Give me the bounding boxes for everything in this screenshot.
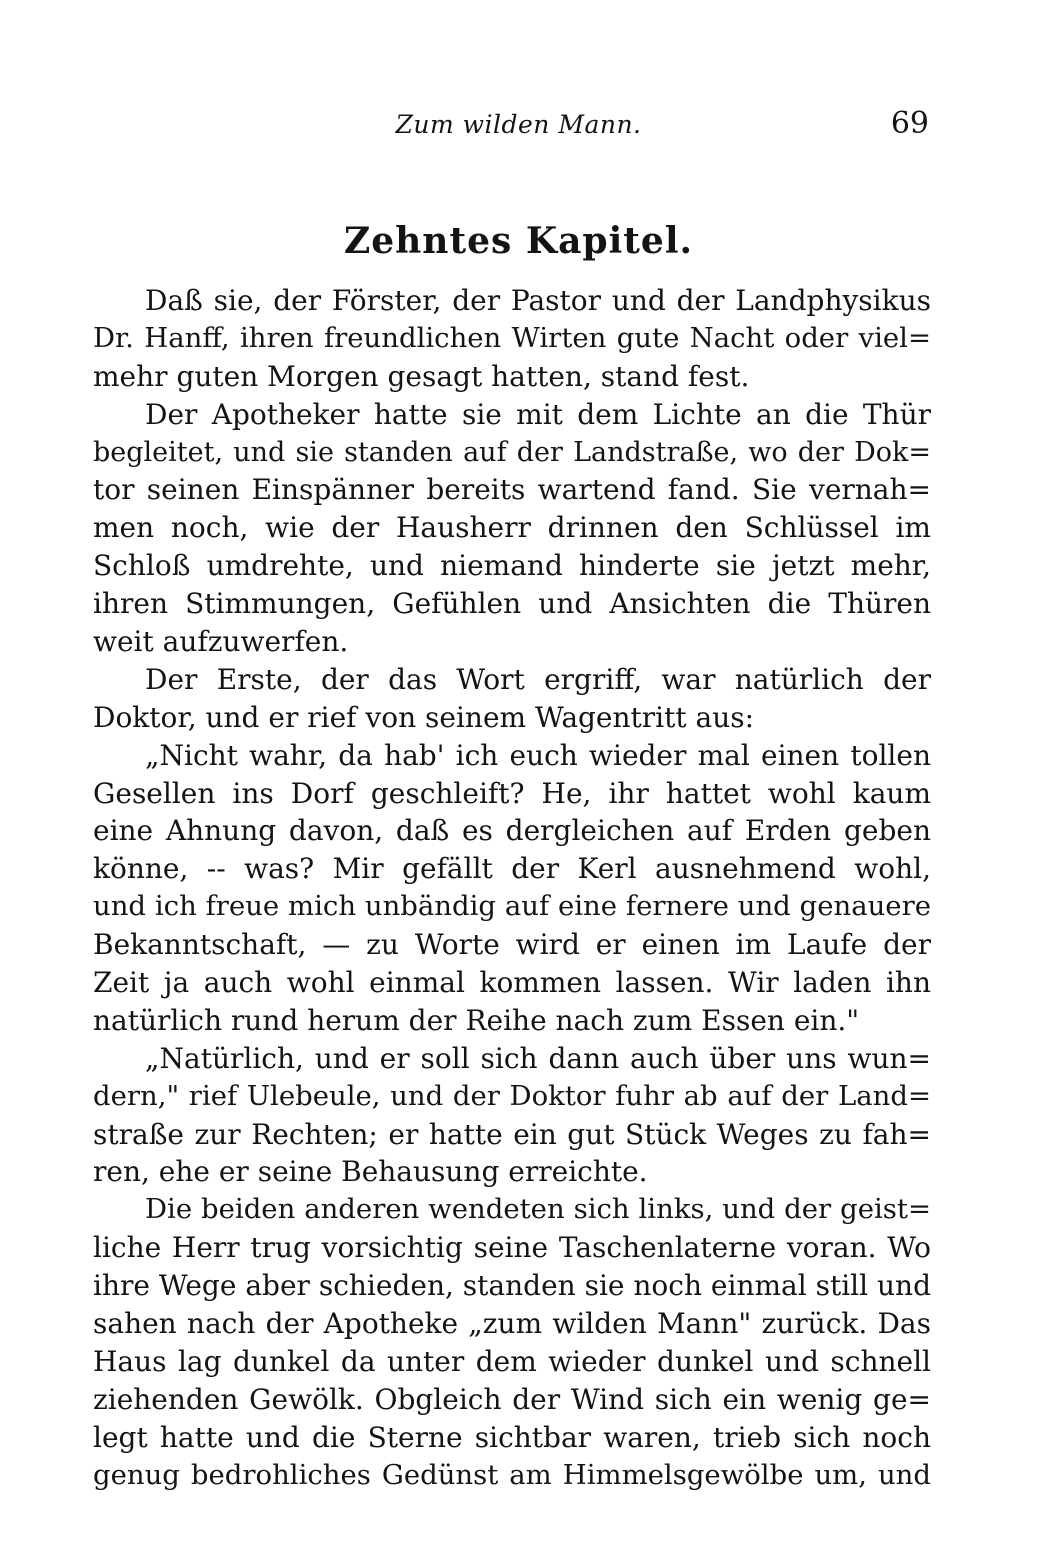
text-line: sahen nach der Apotheke „zum wilden Mann" zurück. Das: [93, 1307, 931, 1341]
text-line: ihren Stimmungen, Gefühlen und Ansichten die Thüren: [93, 587, 931, 621]
text-line: ziehenden Gewölk. Obgleich der Wind sich ein wenig ge=: [93, 1382, 931, 1416]
text-line: weit aufzuwerfen.: [93, 625, 349, 659]
text-line: „Nicht wahr, da hab' ich euch wieder mal einen tollen: [145, 738, 931, 772]
text-line: straße zur Rechten; er hatte ein gut Stück Weges zu fah=: [93, 1117, 931, 1151]
text-line: Der Erste, der das Wort ergriff, war natürlich der: [145, 662, 931, 696]
text-line: ihre Wege aber schieden, standen sie noch einmal still und: [93, 1269, 931, 1303]
text-line: tor seinen Einspänner bereits wartend fand. Sie vernah=: [93, 473, 931, 507]
text-line: „Natürlich, und er soll sich dann auch über uns wun=: [145, 1041, 931, 1075]
text-line: Daß sie, der Förster, der Pastor und der Landphysikus: [145, 284, 931, 317]
text-line: Zeit ja auch wohl einmal kommen lassen. Wir laden ihn: [93, 966, 931, 1000]
text-line: begleitet, und sie standen auf der Landstraße, wo der Dok=: [93, 436, 931, 468]
text-line: Bekanntschaft, — zu Worte wird er einen im Laufe der: [93, 928, 931, 962]
text-line: Gesellen ins Dorf geschleift? He, ihr hattet wohl kaum: [93, 776, 931, 810]
text-line: genug bedrohliches Gedünst am Himmelsgewölbe um, und: [93, 1458, 931, 1491]
running-head: [0, 106, 1037, 150]
page-number: 69: [890, 106, 929, 141]
text-line: natürlich rund herum der Reihe nach zum Essen ein.": [93, 1003, 860, 1037]
running-title: Zum wilden Mann.: [395, 110, 642, 139]
text-line: Die beiden anderen wendeten sich links, und der geist=: [145, 1193, 931, 1226]
text-line: könne, -- was? Mir gefällt der Kerl ausnehmend wohl,: [93, 852, 931, 886]
text-line: Dr. Hanff, ihren freundlichen Wirten gute Nacht oder viel=: [93, 321, 931, 354]
text-line: und ich freue mich unbändig auf eine fernere und genauere: [93, 890, 931, 923]
chapter-title: Zehntes Kapitel.: [343, 220, 694, 262]
text-line: ren, ehe er seine Behausung erreichte.: [93, 1155, 648, 1189]
text-line: men noch, wie der Hausherr drinnen den Schlüssel im: [93, 511, 931, 545]
text-line: Schloß umdrehte, und niemand hinderte sie jetzt mehr,: [93, 549, 931, 583]
body-text: [93, 282, 931, 1495]
text-line: Der Apotheker hatte sie mit dem Lichte an die Thür: [145, 397, 931, 431]
text-line: Doktor, und er rief von seinem Wagentritt aus:: [93, 700, 755, 734]
text-line: Haus lag dunkel da unter dem wieder dunkel und schnell: [93, 1344, 931, 1378]
text-line: liche Herr trug vorsichtig seine Taschenlaterne voran. Wo: [93, 1231, 931, 1265]
text-line: eine Ahnung davon, daß es dergleichen auf Erden geben: [93, 814, 931, 848]
text-line: legt hatte und die Sterne sichtbar waren, trieb sich noch: [93, 1420, 931, 1454]
text-line: dern," rief Ulebeule, und der Doktor fuhr ab auf der Land=: [93, 1079, 931, 1112]
text-line: mehr guten Morgen gesagt hatten, stand fest.: [93, 359, 750, 393]
